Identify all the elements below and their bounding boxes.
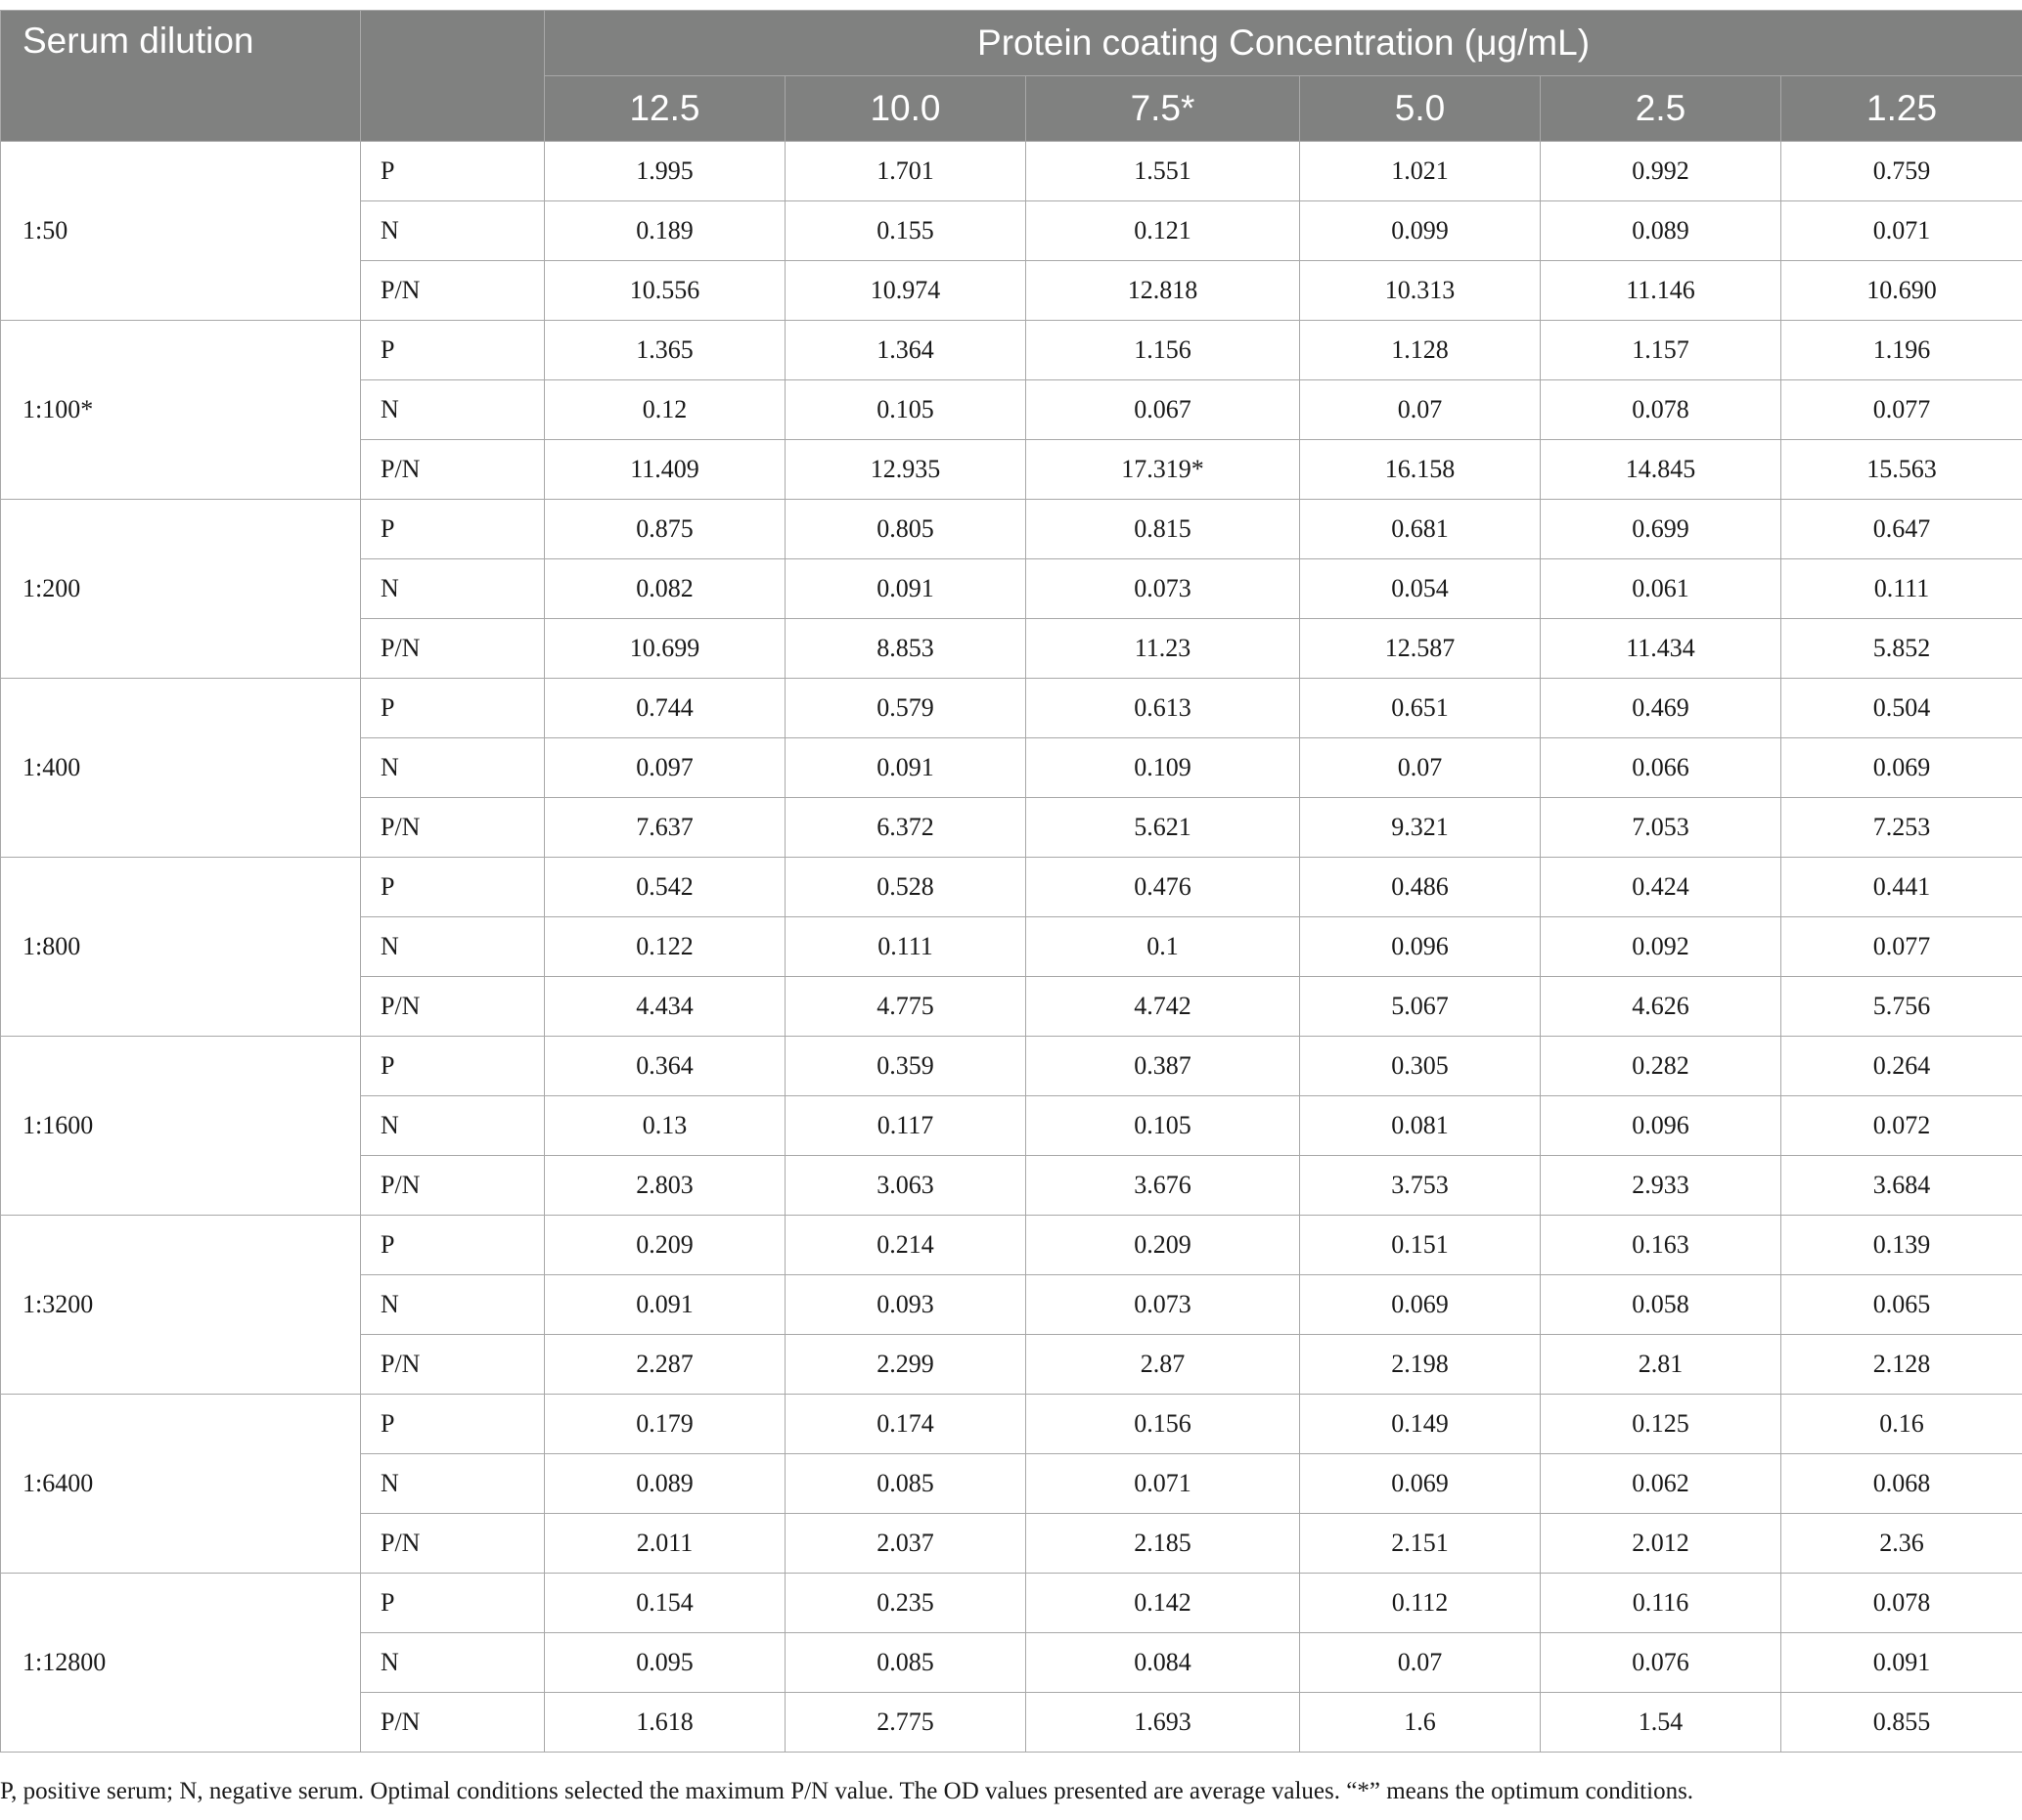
value-cell: 0.1 [1026,917,1300,977]
table-row [1,500,2022,559]
value-cell: 4.775 [786,977,1026,1037]
serum-dilution-cell: 1:800 [1,858,361,1037]
value-cell: 0.082 [545,559,786,619]
value-cell: 5.621 [1026,798,1300,858]
serum-dilution-cell: 1:400 [1,679,361,858]
concentration-header: 1.25 [1781,76,2022,142]
value-cell: 0.441 [1781,858,2022,917]
value-cell: 0.156 [1026,1395,1300,1454]
value-cell: 1.196 [1781,321,2022,380]
value-cell: 0.081 [1300,1096,1541,1156]
value-cell: 2.287 [545,1335,786,1395]
serum-dilution-cell: 1:6400 [1,1395,361,1574]
value-cell: 0.174 [786,1395,1026,1454]
value-cell: 2.803 [545,1156,786,1216]
metric-cell: N [361,559,545,619]
metric-cell: P/N [361,619,545,679]
value-cell: 10.690 [1781,261,2022,321]
value-cell: 0.076 [1541,1633,1781,1693]
value-cell: 0.069 [1300,1275,1541,1335]
value-cell: 0.235 [786,1574,1026,1633]
value-cell: 11.146 [1541,261,1781,321]
value-cell: 1.995 [545,142,786,201]
value-cell: 0.091 [1781,1633,2022,1693]
value-cell: 0.142 [1026,1574,1300,1633]
metric-cell: P/N [361,977,545,1037]
value-cell: 0.647 [1781,500,2022,559]
metric-cell: P [361,142,545,201]
value-cell: 4.742 [1026,977,1300,1037]
value-cell: 0.282 [1541,1037,1781,1096]
value-cell: 9.321 [1300,798,1541,858]
value-cell: 0.121 [1026,201,1300,261]
value-cell: 2.87 [1026,1335,1300,1395]
header-row-1 [1,11,2022,76]
value-cell: 0.855 [1781,1693,2022,1753]
value-cell: 0.16 [1781,1395,2022,1454]
value-cell: 0.179 [545,1395,786,1454]
serum-dilution-header: Serum dilution [1,11,361,142]
value-cell: 0.066 [1541,738,1781,798]
value-cell: 0.759 [1781,142,2022,201]
value-cell: 0.105 [1026,1096,1300,1156]
metric-cell: P [361,1574,545,1633]
value-cell: 0.805 [786,500,1026,559]
value-cell: 10.699 [545,619,786,679]
metric-cell: P [361,1216,545,1275]
value-cell: 1.551 [1026,142,1300,201]
value-cell: 3.684 [1781,1156,2022,1216]
table-footnote: P, positive serum; N, negative serum. Optimal conditions selected the maximum P/N value. The OD values presented are average values. “*” means the optimum conditions. [0,1778,1694,1804]
value-cell: 3.676 [1026,1156,1300,1216]
metric-cell: P/N [361,798,545,858]
value-cell: 0.151 [1300,1216,1541,1275]
metric-cell: P/N [361,1335,545,1395]
value-cell: 2.128 [1781,1335,2022,1395]
value-cell: 2.933 [1541,1156,1781,1216]
value-cell: 0.125 [1541,1395,1781,1454]
value-cell: 0.077 [1781,917,2022,977]
value-cell: 2.012 [1541,1514,1781,1574]
value-cell: 10.974 [786,261,1026,321]
value-cell: 4.434 [545,977,786,1037]
table-row [1,679,2022,738]
serum-dilution-cell: 1:12800 [1,1574,361,1753]
value-cell: 0.112 [1300,1574,1541,1633]
value-cell: 0.077 [1781,380,2022,440]
value-cell: 0.122 [545,917,786,977]
metric-cell: N [361,201,545,261]
value-cell: 0.097 [545,738,786,798]
metric-cell: N [361,1633,545,1693]
table-header [1,11,2022,142]
value-cell: 0.579 [786,679,1026,738]
metric-cell: N [361,1454,545,1514]
value-cell: 17.319* [1026,440,1300,500]
value-cell: 7.053 [1541,798,1781,858]
value-cell: 0.486 [1300,858,1541,917]
value-cell: 0.095 [545,1633,786,1693]
concentration-title-header: Protein coating Concentration (μg/mL) [545,11,2022,76]
metric-cell: P [361,1395,545,1454]
value-cell: 0.07 [1300,380,1541,440]
value-cell: 0.528 [786,858,1026,917]
value-cell: 0.091 [786,738,1026,798]
concentration-header: 7.5* [1026,76,1300,142]
value-cell: 0.058 [1541,1275,1781,1335]
value-cell: 0.163 [1541,1216,1781,1275]
value-cell: 12.587 [1300,619,1541,679]
value-cell: 0.209 [1026,1216,1300,1275]
value-cell: 0.139 [1781,1216,2022,1275]
value-cell: 0.072 [1781,1096,2022,1156]
value-cell: 1.157 [1541,321,1781,380]
value-cell: 1.128 [1300,321,1541,380]
value-cell: 0.189 [545,201,786,261]
metric-cell: N [361,1096,545,1156]
table-row [1,142,2022,201]
metric-cell: P/N [361,1693,545,1753]
concentration-header: 2.5 [1541,76,1781,142]
value-cell: 1.364 [786,321,1026,380]
concentration-header: 5.0 [1300,76,1541,142]
value-cell: 2.037 [786,1514,1026,1574]
serum-dilution-cell: 1:100* [1,321,361,500]
value-cell: 0.117 [786,1096,1026,1156]
value-cell: 0.07 [1300,1633,1541,1693]
value-cell: 5.067 [1300,977,1541,1037]
value-cell: 0.424 [1541,858,1781,917]
metric-cell: P/N [361,261,545,321]
metric-cell: P/N [361,440,545,500]
metric-cell: P [361,321,545,380]
serum-dilution-cell: 1:1600 [1,1037,361,1216]
concentration-header: 10.0 [786,76,1026,142]
metric-cell: N [361,738,545,798]
value-cell: 1.365 [545,321,786,380]
concentration-header: 12.5 [545,76,786,142]
value-cell: 0.651 [1300,679,1541,738]
table-row [1,321,2022,380]
value-cell: 11.23 [1026,619,1300,679]
value-cell: 0.068 [1781,1454,2022,1514]
table-body [1,142,2022,1753]
value-cell: 0.089 [1541,201,1781,261]
value-cell: 0.476 [1026,858,1300,917]
value-cell: 2.198 [1300,1335,1541,1395]
value-cell: 0.085 [786,1633,1026,1693]
value-cell: 0.111 [1781,559,2022,619]
value-cell: 16.158 [1300,440,1541,500]
value-cell: 1.701 [786,142,1026,201]
value-cell: 12.935 [786,440,1026,500]
metric-header [361,11,545,142]
value-cell: 0.078 [1541,380,1781,440]
metric-cell: P/N [361,1514,545,1574]
value-cell: 0.214 [786,1216,1026,1275]
value-cell: 10.313 [1300,261,1541,321]
value-cell: 0.209 [545,1216,786,1275]
value-cell: 1.6 [1300,1693,1541,1753]
value-cell: 14.845 [1541,440,1781,500]
value-cell: 0.092 [1541,917,1781,977]
metric-cell: N [361,917,545,977]
value-cell: 0.744 [545,679,786,738]
elisa-optimization-table [0,10,2022,1753]
serum-dilution-cell: 1:3200 [1,1216,361,1395]
value-cell: 0.071 [1026,1454,1300,1514]
value-cell: 0.091 [545,1275,786,1335]
value-cell: 0.305 [1300,1037,1541,1096]
value-cell: 0.065 [1781,1275,2022,1335]
value-cell: 15.563 [1781,440,2022,500]
value-cell: 0.069 [1300,1454,1541,1514]
value-cell: 0.078 [1781,1574,2022,1633]
value-cell: 3.753 [1300,1156,1541,1216]
value-cell: 0.359 [786,1037,1026,1096]
value-cell: 11.434 [1541,619,1781,679]
value-cell: 0.681 [1300,500,1541,559]
value-cell: 0.469 [1541,679,1781,738]
value-cell: 0.116 [1541,1574,1781,1633]
value-cell: 0.109 [1026,738,1300,798]
value-cell: 0.093 [786,1275,1026,1335]
value-cell: 0.155 [786,201,1026,261]
value-cell: 0.875 [545,500,786,559]
value-cell: 0.699 [1541,500,1781,559]
metric-cell: P [361,858,545,917]
value-cell: 0.067 [1026,380,1300,440]
value-cell: 8.853 [786,619,1026,679]
value-cell: 7.253 [1781,798,2022,858]
value-cell: 3.063 [786,1156,1026,1216]
value-cell: 2.775 [786,1693,1026,1753]
value-cell: 1.156 [1026,321,1300,380]
serum-dilution-cell: 1:200 [1,500,361,679]
value-cell: 0.089 [545,1454,786,1514]
value-cell: 2.299 [786,1335,1026,1395]
value-cell: 6.372 [786,798,1026,858]
value-cell: 0.069 [1781,738,2022,798]
value-cell: 0.364 [545,1037,786,1096]
value-cell: 12.818 [1026,261,1300,321]
value-cell: 2.185 [1026,1514,1300,1574]
value-cell: 0.061 [1541,559,1781,619]
metric-cell: P [361,679,545,738]
value-cell: 0.096 [1541,1096,1781,1156]
value-cell: 0.992 [1541,142,1781,201]
table-row [1,1395,2022,1454]
value-cell: 0.13 [545,1096,786,1156]
value-cell: 2.36 [1781,1514,2022,1574]
value-cell: 0.096 [1300,917,1541,977]
value-cell: 0.071 [1781,201,2022,261]
value-cell: 4.626 [1541,977,1781,1037]
value-cell: 0.099 [1300,201,1541,261]
value-cell: 0.154 [545,1574,786,1633]
value-cell: 0.07 [1300,738,1541,798]
value-cell: 2.151 [1300,1514,1541,1574]
value-cell: 0.054 [1300,559,1541,619]
table-row [1,1574,2022,1633]
value-cell: 1.54 [1541,1693,1781,1753]
value-cell: 7.637 [545,798,786,858]
value-cell: 0.085 [786,1454,1026,1514]
value-cell: 0.073 [1026,559,1300,619]
metric-cell: P [361,500,545,559]
value-cell: 2.011 [545,1514,786,1574]
table-row [1,1216,2022,1275]
value-cell: 0.387 [1026,1037,1300,1096]
metric-cell: N [361,1275,545,1335]
table-row [1,858,2022,917]
value-cell: 0.542 [545,858,786,917]
value-cell: 1.693 [1026,1693,1300,1753]
metric-cell: N [361,380,545,440]
value-cell: 0.062 [1541,1454,1781,1514]
value-cell: 2.81 [1541,1335,1781,1395]
serum-dilution-cell: 1:50 [1,142,361,321]
value-cell: 1.021 [1300,142,1541,201]
value-cell: 0.073 [1026,1275,1300,1335]
value-cell: 5.852 [1781,619,2022,679]
value-cell: 11.409 [545,440,786,500]
value-cell: 0.105 [786,380,1026,440]
value-cell: 0.084 [1026,1633,1300,1693]
value-cell: 0.091 [786,559,1026,619]
value-cell: 10.556 [545,261,786,321]
value-cell: 5.756 [1781,977,2022,1037]
metric-cell: P/N [361,1156,545,1216]
value-cell: 0.12 [545,380,786,440]
value-cell: 0.111 [786,917,1026,977]
value-cell: 0.613 [1026,679,1300,738]
table-row [1,1037,2022,1096]
value-cell: 1.618 [545,1693,786,1753]
value-cell: 0.149 [1300,1395,1541,1454]
value-cell: 0.264 [1781,1037,2022,1096]
value-cell: 0.504 [1781,679,2022,738]
metric-cell: P [361,1037,545,1096]
value-cell: 0.815 [1026,500,1300,559]
